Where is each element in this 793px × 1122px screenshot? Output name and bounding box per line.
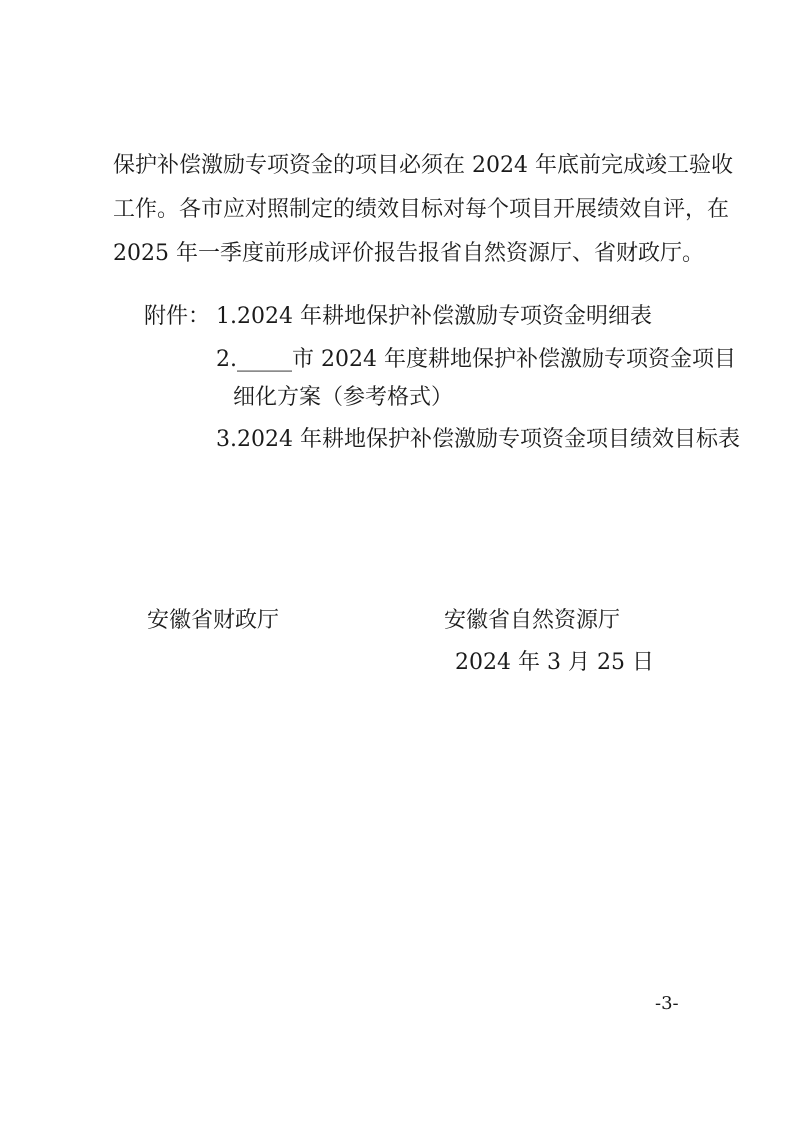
attachment-item-3: 3.2024 年耕地保护补偿激励专项资金项目绩效目标表 bbox=[216, 427, 740, 452]
attachments-label: 附件： bbox=[144, 304, 211, 329]
paragraph-line-2: 工作。各市应对照制定的绩效目标对每个项目开展绩效自评，在 bbox=[113, 197, 730, 222]
issue-date: 2024 年 3 月 25 日 bbox=[455, 650, 654, 675]
attachment-item-1: 1.2024 年耕地保护补偿激励专项资金明细表 bbox=[216, 304, 652, 329]
issuer-natural-resources-department: 安徽省自然资源厅 bbox=[444, 608, 621, 633]
issuer-finance-department: 安徽省财政厅 bbox=[147, 608, 280, 633]
attachment-item-2: 2._____市 2024 年度耕地保护补偿激励专项资金项目 bbox=[216, 347, 736, 372]
page-number: -3- bbox=[655, 993, 679, 1014]
paragraph-line-1: 保护补偿激励专项资金的项目必须在 2024 年底前完成竣工验收 bbox=[113, 153, 733, 178]
attachment-item-2-continued: 细化方案（参考格式） bbox=[233, 385, 454, 410]
paragraph-line-3: 2025 年一季度前形成评价报告报省自然资源厅、省财政厅。 bbox=[113, 241, 704, 266]
